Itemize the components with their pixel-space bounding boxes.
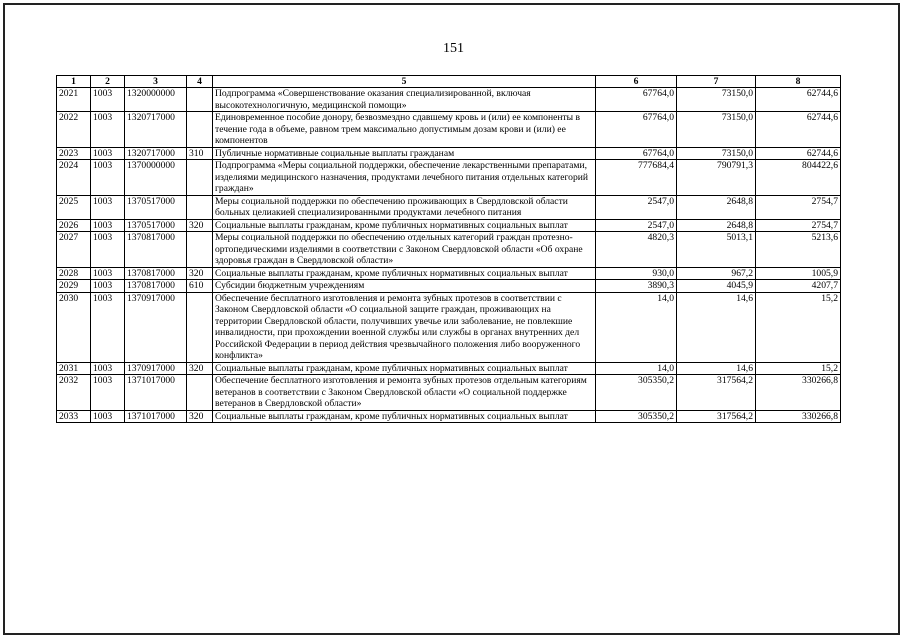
table-row bbox=[57, 362, 841, 375]
amount-col8-cell: 62744,6 bbox=[756, 147, 841, 160]
section-code-cell: 1003 bbox=[91, 232, 125, 268]
amount-col7-cell: 967,2 bbox=[677, 267, 756, 280]
section-code-cell: 1003 bbox=[91, 292, 125, 362]
expense-type-cell bbox=[187, 375, 213, 411]
amount-col7-cell: 4045,9 bbox=[677, 280, 756, 293]
item-name-cell: Социальные выплаты гражданам, кроме публичных нормативных социальных выплат bbox=[213, 362, 596, 375]
amount-col6-cell: 930,0 bbox=[596, 267, 677, 280]
table-row bbox=[57, 195, 841, 219]
row-number-cell: 2027 bbox=[57, 232, 91, 268]
amount-col7-cell: 73150,0 bbox=[677, 112, 756, 148]
column-header: 2 bbox=[91, 76, 125, 88]
table-row bbox=[57, 410, 841, 423]
item-name-cell: Социальные выплаты гражданам, кроме публичных нормативных социальных выплат bbox=[213, 267, 596, 280]
amount-col8-cell: 4207,7 bbox=[756, 280, 841, 293]
item-name-cell: Меры социальной поддержки по обеспечению отдельных категорий граждан протезно-ортопедическими изделиями в соответствии с Законом Свердловской области «Об охране здоровья граждан в Свердловской области» bbox=[213, 232, 596, 268]
table-header-row bbox=[57, 76, 841, 88]
amount-col6-cell: 67764,0 bbox=[596, 112, 677, 148]
item-name-cell: Обеспечение бесплатного изготовления и ремонта зубных протезов в соответствии с Законом Свердловской области «О социальной защите граждан, проживающих на территории Свердловской области, получивших увечье или заболевание, не повлекшие инвалидности, при прохождении военной службы или службы в органах внутренних дел Российской Федерации в период действия чрезвычайного положения либо вооруженного конфликта» bbox=[213, 292, 596, 362]
section-code-cell: 1003 bbox=[91, 219, 125, 232]
table-row bbox=[57, 232, 841, 268]
row-number-cell: 2026 bbox=[57, 219, 91, 232]
expense-type-cell bbox=[187, 160, 213, 196]
amount-col6-cell: 67764,0 bbox=[596, 88, 677, 112]
item-name-cell: Подпрограмма «Совершенствование оказания специализированной, включая высокотехнологичную, медицинской помощи» bbox=[213, 88, 596, 112]
item-name-cell: Меры социальной поддержки по обеспечению проживающих в Свердловской области больных целиакией специализированными продуктами лечебного питания bbox=[213, 195, 596, 219]
page-number: 151 bbox=[443, 41, 464, 56]
table-row bbox=[57, 160, 841, 196]
target-code-cell: 1370517000 bbox=[125, 195, 187, 219]
table-row bbox=[57, 292, 841, 362]
budget-table bbox=[56, 75, 841, 423]
amount-col8-cell: 2754,7 bbox=[756, 195, 841, 219]
amount-col7-cell: 73150,0 bbox=[677, 88, 756, 112]
amount-col8-cell: 15,2 bbox=[756, 362, 841, 375]
expense-type-cell: 320 bbox=[187, 362, 213, 375]
section-code-cell: 1003 bbox=[91, 410, 125, 423]
table-row bbox=[57, 375, 841, 411]
target-code-cell: 1370817000 bbox=[125, 232, 187, 268]
table-row bbox=[57, 267, 841, 280]
amount-col8-cell: 1005,9 bbox=[756, 267, 841, 280]
column-header: 6 bbox=[596, 76, 677, 88]
amount-col6-cell: 14,0 bbox=[596, 362, 677, 375]
item-name-cell: Обеспечение бесплатного изготовления и ремонта зубных протезов отдельным категориям ветеранов в соответствии с Законом Свердловской области «О социальной поддержке ветеранов в Свердловской области» bbox=[213, 375, 596, 411]
amount-col6-cell: 305350,2 bbox=[596, 375, 677, 411]
section-code-cell: 1003 bbox=[91, 280, 125, 293]
amount-col8-cell: 62744,6 bbox=[756, 88, 841, 112]
amount-col6-cell: 2547,0 bbox=[596, 219, 677, 232]
target-code-cell: 1370817000 bbox=[125, 280, 187, 293]
expense-type-cell bbox=[187, 292, 213, 362]
table-row bbox=[57, 219, 841, 232]
row-number-cell: 2029 bbox=[57, 280, 91, 293]
column-header: 8 bbox=[756, 76, 841, 88]
target-code-cell: 1370917000 bbox=[125, 292, 187, 362]
table-row bbox=[57, 112, 841, 148]
item-name-cell: Социальные выплаты гражданам, кроме публичных нормативных социальных выплат bbox=[213, 219, 596, 232]
target-code-cell: 1370517000 bbox=[125, 219, 187, 232]
item-name-cell: Единовременное пособие донору, безвозмездно сдавшему кровь и (или) ее компоненты в течение года в объеме, равном трем максимально допустимым дозам крови и (или) ее компонентов bbox=[213, 112, 596, 148]
row-number-cell: 2028 bbox=[57, 267, 91, 280]
target-code-cell: 1371017000 bbox=[125, 375, 187, 411]
section-code-cell: 1003 bbox=[91, 147, 125, 160]
amount-col8-cell: 15,2 bbox=[756, 292, 841, 362]
row-number-cell: 2032 bbox=[57, 375, 91, 411]
item-name-cell: Социальные выплаты гражданам, кроме публичных нормативных социальных выплат bbox=[213, 410, 596, 423]
expense-type-cell bbox=[187, 88, 213, 112]
target-code-cell: 1370817000 bbox=[125, 267, 187, 280]
target-code-cell: 1320717000 bbox=[125, 112, 187, 148]
amount-col8-cell: 2754,7 bbox=[756, 219, 841, 232]
amount-col6-cell: 777684,4 bbox=[596, 160, 677, 196]
amount-col8-cell: 330266,8 bbox=[756, 375, 841, 411]
amount-col6-cell: 3890,3 bbox=[596, 280, 677, 293]
amount-col6-cell: 4820,3 bbox=[596, 232, 677, 268]
target-code-cell: 1370000000 bbox=[125, 160, 187, 196]
target-code-cell: 1370917000 bbox=[125, 362, 187, 375]
amount-col7-cell: 14,6 bbox=[677, 362, 756, 375]
amount-col7-cell: 73150,0 bbox=[677, 147, 756, 160]
expense-type-cell: 320 bbox=[187, 219, 213, 232]
amount-col7-cell: 317564,2 bbox=[677, 375, 756, 411]
target-code-cell: 1371017000 bbox=[125, 410, 187, 423]
amount-col7-cell: 5013,1 bbox=[677, 232, 756, 268]
expense-type-cell bbox=[187, 195, 213, 219]
expense-type-cell bbox=[187, 112, 213, 148]
row-number-cell: 2023 bbox=[57, 147, 91, 160]
section-code-cell: 1003 bbox=[91, 88, 125, 112]
column-header: 7 bbox=[677, 76, 756, 88]
expense-type-cell: 320 bbox=[187, 410, 213, 423]
expense-type-cell bbox=[187, 232, 213, 268]
section-code-cell: 1003 bbox=[91, 267, 125, 280]
section-code-cell: 1003 bbox=[91, 362, 125, 375]
section-code-cell: 1003 bbox=[91, 160, 125, 196]
section-code-cell: 1003 bbox=[91, 195, 125, 219]
table-row bbox=[57, 280, 841, 293]
row-number-cell: 2022 bbox=[57, 112, 91, 148]
amount-col6-cell: 2547,0 bbox=[596, 195, 677, 219]
amount-col7-cell: 2648,8 bbox=[677, 195, 756, 219]
amount-col8-cell: 62744,6 bbox=[756, 112, 841, 148]
table-row bbox=[57, 147, 841, 160]
amount-col6-cell: 14,0 bbox=[596, 292, 677, 362]
row-number-cell: 2021 bbox=[57, 88, 91, 112]
amount-col8-cell: 804422,6 bbox=[756, 160, 841, 196]
expense-type-cell: 610 bbox=[187, 280, 213, 293]
column-header: 5 bbox=[213, 76, 596, 88]
target-code-cell: 1320000000 bbox=[125, 88, 187, 112]
column-header: 1 bbox=[57, 76, 91, 88]
table-row bbox=[57, 88, 841, 112]
amount-col7-cell: 317564,2 bbox=[677, 410, 756, 423]
row-number-cell: 2033 bbox=[57, 410, 91, 423]
item-name-cell: Подпрограмма «Меры социальной поддержки, обеспечение лекарственными препаратами, изделиями медицинского назначения, продуктами лечебного питания отдельных категорий граждан» bbox=[213, 160, 596, 196]
column-header: 3 bbox=[125, 76, 187, 88]
amount-col6-cell: 305350,2 bbox=[596, 410, 677, 423]
expense-type-cell: 320 bbox=[187, 267, 213, 280]
row-number-cell: 2024 bbox=[57, 160, 91, 196]
item-name-cell: Публичные нормативные социальные выплаты гражданам bbox=[213, 147, 596, 160]
amount-col7-cell: 2648,8 bbox=[677, 219, 756, 232]
section-code-cell: 1003 bbox=[91, 112, 125, 148]
expense-type-cell: 310 bbox=[187, 147, 213, 160]
item-name-cell: Субсидии бюджетным учреждениям bbox=[213, 280, 596, 293]
amount-col8-cell: 5213,6 bbox=[756, 232, 841, 268]
target-code-cell: 1320717000 bbox=[125, 147, 187, 160]
row-number-cell: 2031 bbox=[57, 362, 91, 375]
amount-col8-cell: 330266,8 bbox=[756, 410, 841, 423]
row-number-cell: 2025 bbox=[57, 195, 91, 219]
row-number-cell: 2030 bbox=[57, 292, 91, 362]
section-code-cell: 1003 bbox=[91, 375, 125, 411]
amount-col7-cell: 14,6 bbox=[677, 292, 756, 362]
amount-col6-cell: 67764,0 bbox=[596, 147, 677, 160]
column-header: 4 bbox=[187, 76, 213, 88]
amount-col7-cell: 790791,3 bbox=[677, 160, 756, 196]
